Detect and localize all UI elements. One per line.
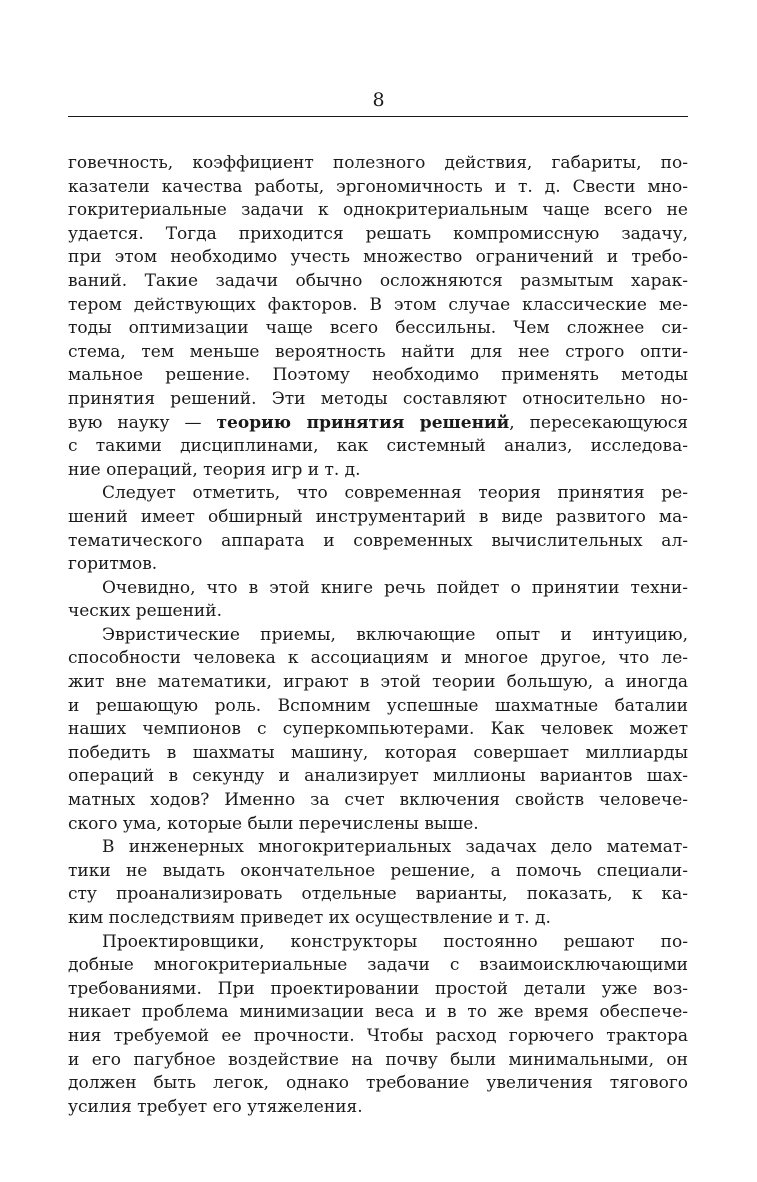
text-line: наших чемпионов с суперкомпьютерами. Как человек может (68, 719, 688, 740)
text-line: с такими дисциплинами, как системный анализ, исследова- (68, 436, 688, 457)
emphasized-term: теорию принятия решений (216, 412, 510, 433)
text-line: говечность, коэффициент полезного действия, габариты, по- (68, 153, 688, 173)
text-line (68, 412, 688, 436)
text-line: Следует отметить, что современная теория принятия ре- (102, 483, 688, 504)
page-number: 8 (372, 89, 385, 111)
text-line: горитмов. (68, 554, 158, 575)
text-fragment: вую науку — (68, 412, 217, 433)
text-line: тематического аппарата и современных вычислительных ал- (68, 530, 688, 551)
text-line: матных ходов? Именно за счет включения свойств человече- (68, 790, 688, 811)
text-line: должен быть легок, однако требование увеличения тягового (68, 1073, 688, 1094)
text-line: тоды оптимизации чаще всего бессильны. Чем сложнее си- (68, 318, 688, 339)
body-text (68, 152, 688, 1119)
text-line: добные многокритериальные задачи с взаимоисключающими (68, 955, 688, 976)
text-line: усилия требует его утяжеления. (68, 1096, 363, 1117)
text-line: ского ума, которые были перечислены выше. (68, 813, 479, 834)
text-line: ние операций, теория игр и т. д. (68, 459, 361, 480)
text-line: ваний. Такие задачи обычно осложняются размытым харак- (68, 270, 688, 291)
text-line: стема, тем меньше вероятность найти для нее строго опти- (68, 341, 688, 362)
text-line: требованиями. При проектировании простой детали уже воз- (68, 978, 688, 999)
text-fragment: , пересекающуюся (509, 412, 689, 433)
paragraph (68, 152, 688, 482)
text-line: удается. Тогда приходится решать компромиссную задачу, (68, 223, 688, 244)
paragraph (68, 482, 688, 576)
paragraph (68, 836, 688, 930)
text-line: принятия решений. Эти методы составляют относительно но- (68, 388, 688, 409)
text-line: гокритериальные задачи к однокритериальным чаще всего не (68, 200, 688, 221)
text-line: Проектировщики, конструкторы постоянно решают по- (102, 931, 688, 952)
text-line: никает проблема минимизации веса и в то же время обеспече- (68, 1002, 688, 1023)
text-line: шений имеет обширный инструментарий в виде развитого ма- (68, 506, 688, 527)
text-line: операций в секунду и анализирует миллионы вариантов шах- (68, 766, 688, 787)
text-line: Очевидно, что в этой книге речь пойдет о принятии техни- (102, 577, 688, 598)
text-line: победить в шахматы машину, которая совершает миллиарды (68, 742, 688, 763)
paragraph (68, 931, 688, 1120)
text-line: способности человека к ассоциациям и многое другое, что ле- (68, 648, 688, 669)
text-line: В инженерных многокритериальных задачах дело математ- (102, 837, 688, 858)
text-line: ким последствиям приведет их осуществление и т. д. (68, 908, 551, 928)
text-line: Эвристические приемы, включающие опыт и интуицию, (102, 624, 688, 645)
text-line: тики не выдать окончательное решение, а помочь специали- (68, 860, 688, 881)
text-line: при этом необходимо учесть множество ограничений и требо- (68, 247, 688, 268)
text-line: мальное решение. Поэтому необходимо применять методы (68, 365, 688, 386)
text-line: тером действующих факторов. В этом случае классические ме- (68, 294, 688, 315)
paragraph (68, 624, 688, 836)
text-line: сту проанализировать отдельные варианты, показать, к ка- (68, 884, 688, 905)
text-line: жит вне математики, играют в этой теории большую, а иногда (68, 672, 688, 693)
header-rule (68, 116, 688, 117)
text-line: и его пагубное воздействие на почву были минимальными, он (68, 1049, 688, 1070)
text-line: казатели качества работы, эргономичность и т. д. Свести мно- (68, 176, 688, 197)
text-line: ния требуемой ее прочности. Чтобы расход горючего трактора (68, 1025, 688, 1046)
text-line: ческих решений. (68, 601, 222, 622)
text-line: и решающую роль. Вспомним успешные шахматные баталии (68, 695, 688, 716)
paragraph (68, 577, 688, 624)
